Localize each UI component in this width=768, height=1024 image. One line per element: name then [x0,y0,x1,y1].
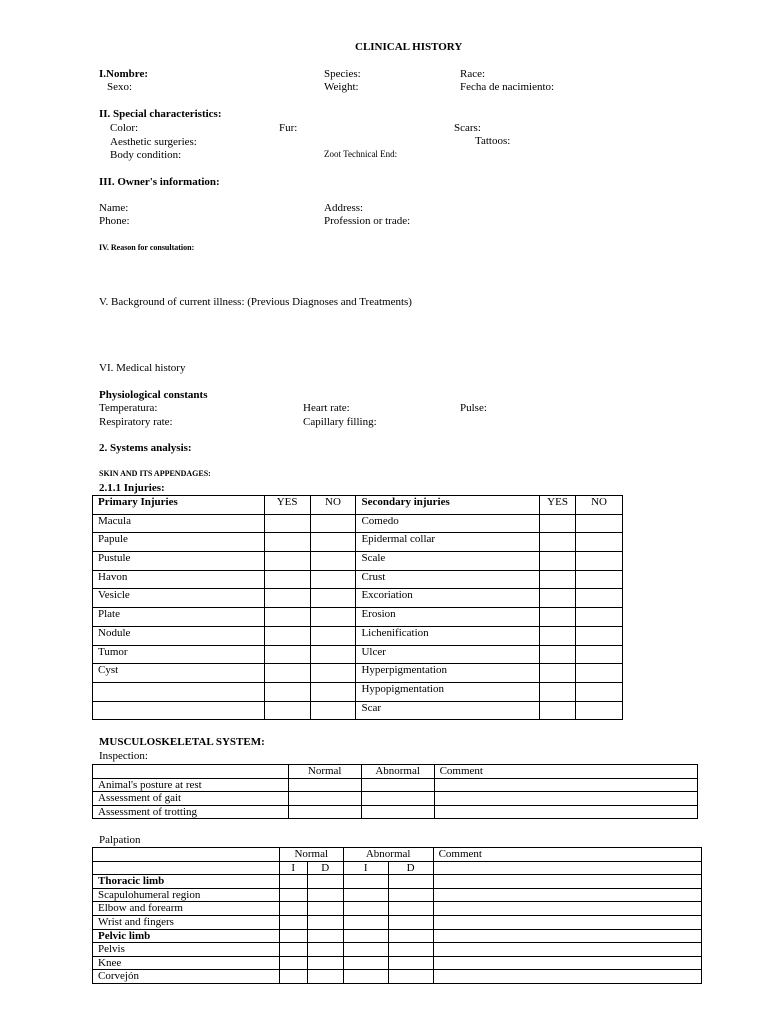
inspection-blank-header [93,765,289,779]
primary-yes-cell[interactable] [264,533,310,552]
primary-yes-cell[interactable] [264,514,310,533]
normal-i-cell[interactable] [279,943,307,957]
palpation-row [93,875,702,889]
systems-analysis-heading: 2. Systems analysis: [99,442,192,454]
palpation-row [93,943,702,957]
secondary-no-cell[interactable] [576,682,623,701]
abnormal-i-cell[interactable] [343,915,388,929]
secondary-yes-cell[interactable] [540,645,576,664]
palpation-comment-cell[interactable] [433,956,701,970]
medical-history-heading: VI. Medical history [99,362,186,374]
palpation-comment-cell[interactable] [433,875,701,889]
palpation-region-cell: Wrist and fingers [93,915,280,929]
inspection-table [92,764,698,819]
palpation-comment-cell[interactable] [433,888,701,902]
owner-profession-label: Profession or trade: [324,215,411,227]
palpation-comment-subheader [433,861,701,875]
primary-injury-cell: Papule [93,533,265,552]
abnormal-d-cell[interactable] [388,875,433,889]
primary-yes-cell[interactable] [264,589,310,608]
palpation-abnormal-header: Abnormal [343,848,433,862]
primary-yes-header: YES [264,496,310,515]
normal-d-cell[interactable] [307,956,343,970]
inspection-normal-header: Normal [288,765,361,779]
secondary-yes-header: YES [540,496,576,515]
primary-yes-cell[interactable] [264,682,310,701]
physiological-heading: Physiological constants [99,389,208,401]
primary-injury-cell: Cyst [93,664,265,683]
inspection-comment-cell[interactable] [434,792,697,806]
owner-address-label: Address: [324,202,364,214]
primary-yes-cell[interactable] [264,552,310,571]
primary-no-cell[interactable] [310,701,356,720]
normal-i-cell[interactable] [279,970,307,984]
respiratory-rate-label: Respiratory rate: [99,416,173,428]
primary-no-cell[interactable] [310,533,356,552]
page-title: CLINICAL HISTORY [355,41,463,53]
primary-injuries-header: Primary Injuries [93,496,265,515]
palpation-label: Palpation [99,834,141,846]
abnormal-i-cell[interactable] [343,943,388,957]
primary-no-cell[interactable] [310,608,356,627]
secondary-no-header: NO [576,496,623,515]
secondary-injury-cell: Comedo [356,514,540,533]
inspection-label: Inspection: [99,750,148,762]
normal-d-cell[interactable] [307,970,343,984]
secondary-no-cell[interactable] [576,626,623,645]
palpation-comment-cell[interactable] [433,902,701,916]
inspection-row [93,805,698,819]
secondary-yes-cell[interactable] [540,552,576,571]
color-label: Color: [110,122,139,134]
palpation-region-cell: Corvejón [93,970,280,984]
primary-injury-cell: Nodule [93,626,265,645]
primary-no-cell[interactable] [310,552,356,571]
secondary-yes-cell[interactable] [540,514,576,533]
inspection-item-cell: Assessment of gait [93,792,289,806]
normal-d-cell[interactable] [307,943,343,957]
palpation-region-cell: Pelvis [93,943,280,957]
secondary-yes-cell[interactable] [540,664,576,683]
secondary-injury-cell: Excoriation [356,589,540,608]
primary-injury-cell [93,682,265,701]
musculoskeletal-heading: MUSCULOSKELETAL SYSTEM: [99,736,265,748]
owner-name-label: Name: [99,202,129,214]
palpation-normal-header: Normal [279,848,343,862]
primary-no-header: NO [310,496,356,515]
palpation-comment-cell[interactable] [433,970,701,984]
birthdate-label: Fecha de nacimiento: [460,81,555,93]
aesthetic-surgeries-label: Aesthetic surgeries: [110,136,197,148]
abnormal-i-cell[interactable] [343,956,388,970]
primary-yes-cell[interactable] [264,664,310,683]
palpation-row [93,915,702,929]
normal-d-cell[interactable] [307,875,343,889]
secondary-injuries-header: Secondary injuries [356,496,540,515]
injury-row [93,626,623,645]
secondary-no-cell[interactable] [576,552,623,571]
palpation-row [93,970,702,984]
secondary-injury-cell: Crust [356,570,540,589]
injuries-heading: 2.1.1 Injuries: [99,482,165,494]
inspection-item-cell: Animal's posture at rest [93,778,289,792]
secondary-no-cell[interactable] [576,645,623,664]
primary-injury-cell: Plate [93,608,265,627]
injury-row [93,682,623,701]
normal-i-cell[interactable] [279,875,307,889]
injuries-header-row [93,496,623,515]
palpation-region-cell: Pelvic limb [93,929,280,943]
palpation-comment-header: Comment [433,848,701,862]
abnormal-d-cell[interactable] [388,915,433,929]
abnormal-i-cell[interactable] [343,888,388,902]
primary-no-cell[interactable] [310,664,356,683]
primary-no-cell[interactable] [310,682,356,701]
palpation-header-row [93,848,702,862]
normal-d-header: D [307,861,343,875]
inspection-comment-cell[interactable] [434,778,697,792]
palpation-comment-cell[interactable] [433,915,701,929]
palpation-region-cell: Knee [93,956,280,970]
owner-phone-label: Phone: [99,215,130,227]
inspection-abnormal-cell[interactable] [361,792,434,806]
primary-yes-cell[interactable] [264,645,310,664]
secondary-yes-cell[interactable] [540,533,576,552]
secondary-no-cell[interactable] [576,608,623,627]
injury-row [93,608,623,627]
normal-d-cell[interactable] [307,929,343,943]
normal-i-cell[interactable] [279,929,307,943]
primary-yes-cell[interactable] [264,570,310,589]
normal-d-cell[interactable] [307,915,343,929]
abnormal-i-cell[interactable] [343,875,388,889]
abnormal-i-cell[interactable] [343,929,388,943]
normal-d-cell[interactable] [307,902,343,916]
secondary-no-cell[interactable] [576,570,623,589]
injury-row [93,533,623,552]
capillary-filling-label: Capillary filling: [303,416,377,428]
abnormal-d-cell[interactable] [388,956,433,970]
secondary-no-cell[interactable] [576,589,623,608]
primary-yes-cell[interactable] [264,608,310,627]
secondary-injury-cell: Ulcer [356,645,540,664]
injury-row [93,589,623,608]
scars-label: Scars: [454,122,481,134]
heart-rate-label: Heart rate: [303,402,350,414]
palpation-region-cell: Thoracic limb [93,875,280,889]
palpation-region-cell: Scapulohumeral region [93,888,280,902]
abnormal-d-cell[interactable] [388,929,433,943]
injuries-table [92,495,623,720]
special-characteristics-heading: II. Special characteristics: [99,108,222,120]
normal-i-header: I [279,861,307,875]
palpation-subheader-row [93,861,702,875]
secondary-injury-cell: Scale [356,552,540,571]
secondary-injury-cell: Lichenification [356,626,540,645]
secondary-yes-cell[interactable] [540,570,576,589]
normal-i-cell[interactable] [279,956,307,970]
primary-injury-cell: Pustule [93,552,265,571]
species-label: Species: [324,68,361,80]
injury-row [93,701,623,720]
skin-heading: SKIN AND ITS APPENDAGES: [99,469,211,478]
abnormal-d-header: D [388,861,433,875]
palpation-row [93,888,702,902]
secondary-no-cell[interactable] [576,701,623,720]
primary-injury-cell: Vesicle [93,589,265,608]
owner-heading: III. Owner's information: [99,176,220,188]
temperature-label: Temperatura: [99,402,158,414]
inspection-comment-cell[interactable] [434,805,697,819]
secondary-yes-cell[interactable] [540,701,576,720]
inspection-abnormal-cell[interactable] [361,805,434,819]
inspection-normal-cell[interactable] [288,792,361,806]
palpation-row [93,929,702,943]
palpation-row [93,956,702,970]
abnormal-d-cell[interactable] [388,943,433,957]
reason-heading: IV. Reason for consultation: [99,243,195,252]
normal-i-cell[interactable] [279,902,307,916]
injury-row [93,645,623,664]
abnormal-i-cell[interactable] [343,970,388,984]
secondary-no-cell[interactable] [576,533,623,552]
primary-no-cell[interactable] [310,514,356,533]
secondary-injury-cell: Scar [356,701,540,720]
secondary-yes-cell[interactable] [540,682,576,701]
inspection-abnormal-cell[interactable] [361,778,434,792]
palpation-comment-cell[interactable] [433,929,701,943]
inspection-normal-cell[interactable] [288,778,361,792]
secondary-no-cell[interactable] [576,664,623,683]
inspection-item-cell: Assessment of trotting [93,805,289,819]
weight-label: Weight: [324,81,359,93]
zoot-technical-label: Zoot Technical End: [324,149,398,159]
normal-i-cell[interactable] [279,915,307,929]
primary-no-cell[interactable] [310,626,356,645]
primary-injury-cell [93,701,265,720]
inspection-comment-header: Comment [434,765,697,779]
body-condition-label: Body condition: [110,149,182,161]
secondary-injury-cell: Epidermal collar [356,533,540,552]
secondary-yes-cell[interactable] [540,626,576,645]
background-heading: V. Background of current illness: (Previous Diagnoses and Treatments) [99,296,412,308]
inspection-row [93,792,698,806]
abnormal-i-header: I [343,861,388,875]
injury-row [93,514,623,533]
secondary-yes-cell[interactable] [540,608,576,627]
palpation-table [92,847,702,984]
inspection-abnormal-header: Abnormal [361,765,434,779]
primary-yes-cell[interactable] [264,626,310,645]
primary-no-cell[interactable] [310,645,356,664]
injury-row [93,664,623,683]
tattoos-label: Tattoos: [475,135,511,147]
secondary-injury-cell: Erosion [356,608,540,627]
palpation-region-cell: Elbow and forearm [93,902,280,916]
inspection-header-row [93,765,698,779]
pulse-label: Pulse: [460,402,487,414]
normal-d-cell[interactable] [307,888,343,902]
secondary-no-cell[interactable] [576,514,623,533]
abnormal-d-cell[interactable] [388,902,433,916]
injury-row [93,570,623,589]
abnormal-i-cell[interactable] [343,902,388,916]
inspection-row [93,778,698,792]
fur-label: Fur: [279,122,298,134]
secondary-yes-cell[interactable] [540,589,576,608]
sexo-label: Sexo: [107,81,133,93]
injury-row [93,552,623,571]
primary-injury-cell: Macula [93,514,265,533]
normal-i-cell[interactable] [279,888,307,902]
race-label: Race: [460,68,486,80]
inspection-normal-cell[interactable] [288,805,361,819]
palpation-blank-header [93,848,280,862]
primary-no-cell[interactable] [310,589,356,608]
secondary-injury-cell: Hypopigmentation [356,682,540,701]
palpation-comment-cell[interactable] [433,943,701,957]
primary-injury-cell: Tumor [93,645,265,664]
primary-no-cell[interactable] [310,570,356,589]
secondary-injury-cell: Hyperpigmentation [356,664,540,683]
palpation-blank-subheader [93,861,280,875]
palpation-row [93,902,702,916]
abnormal-d-cell[interactable] [388,970,433,984]
primary-injury-cell: Havon [93,570,265,589]
abnormal-d-cell[interactable] [388,888,433,902]
primary-yes-cell[interactable] [264,701,310,720]
nombre-label: I.Nombre: [99,68,148,80]
